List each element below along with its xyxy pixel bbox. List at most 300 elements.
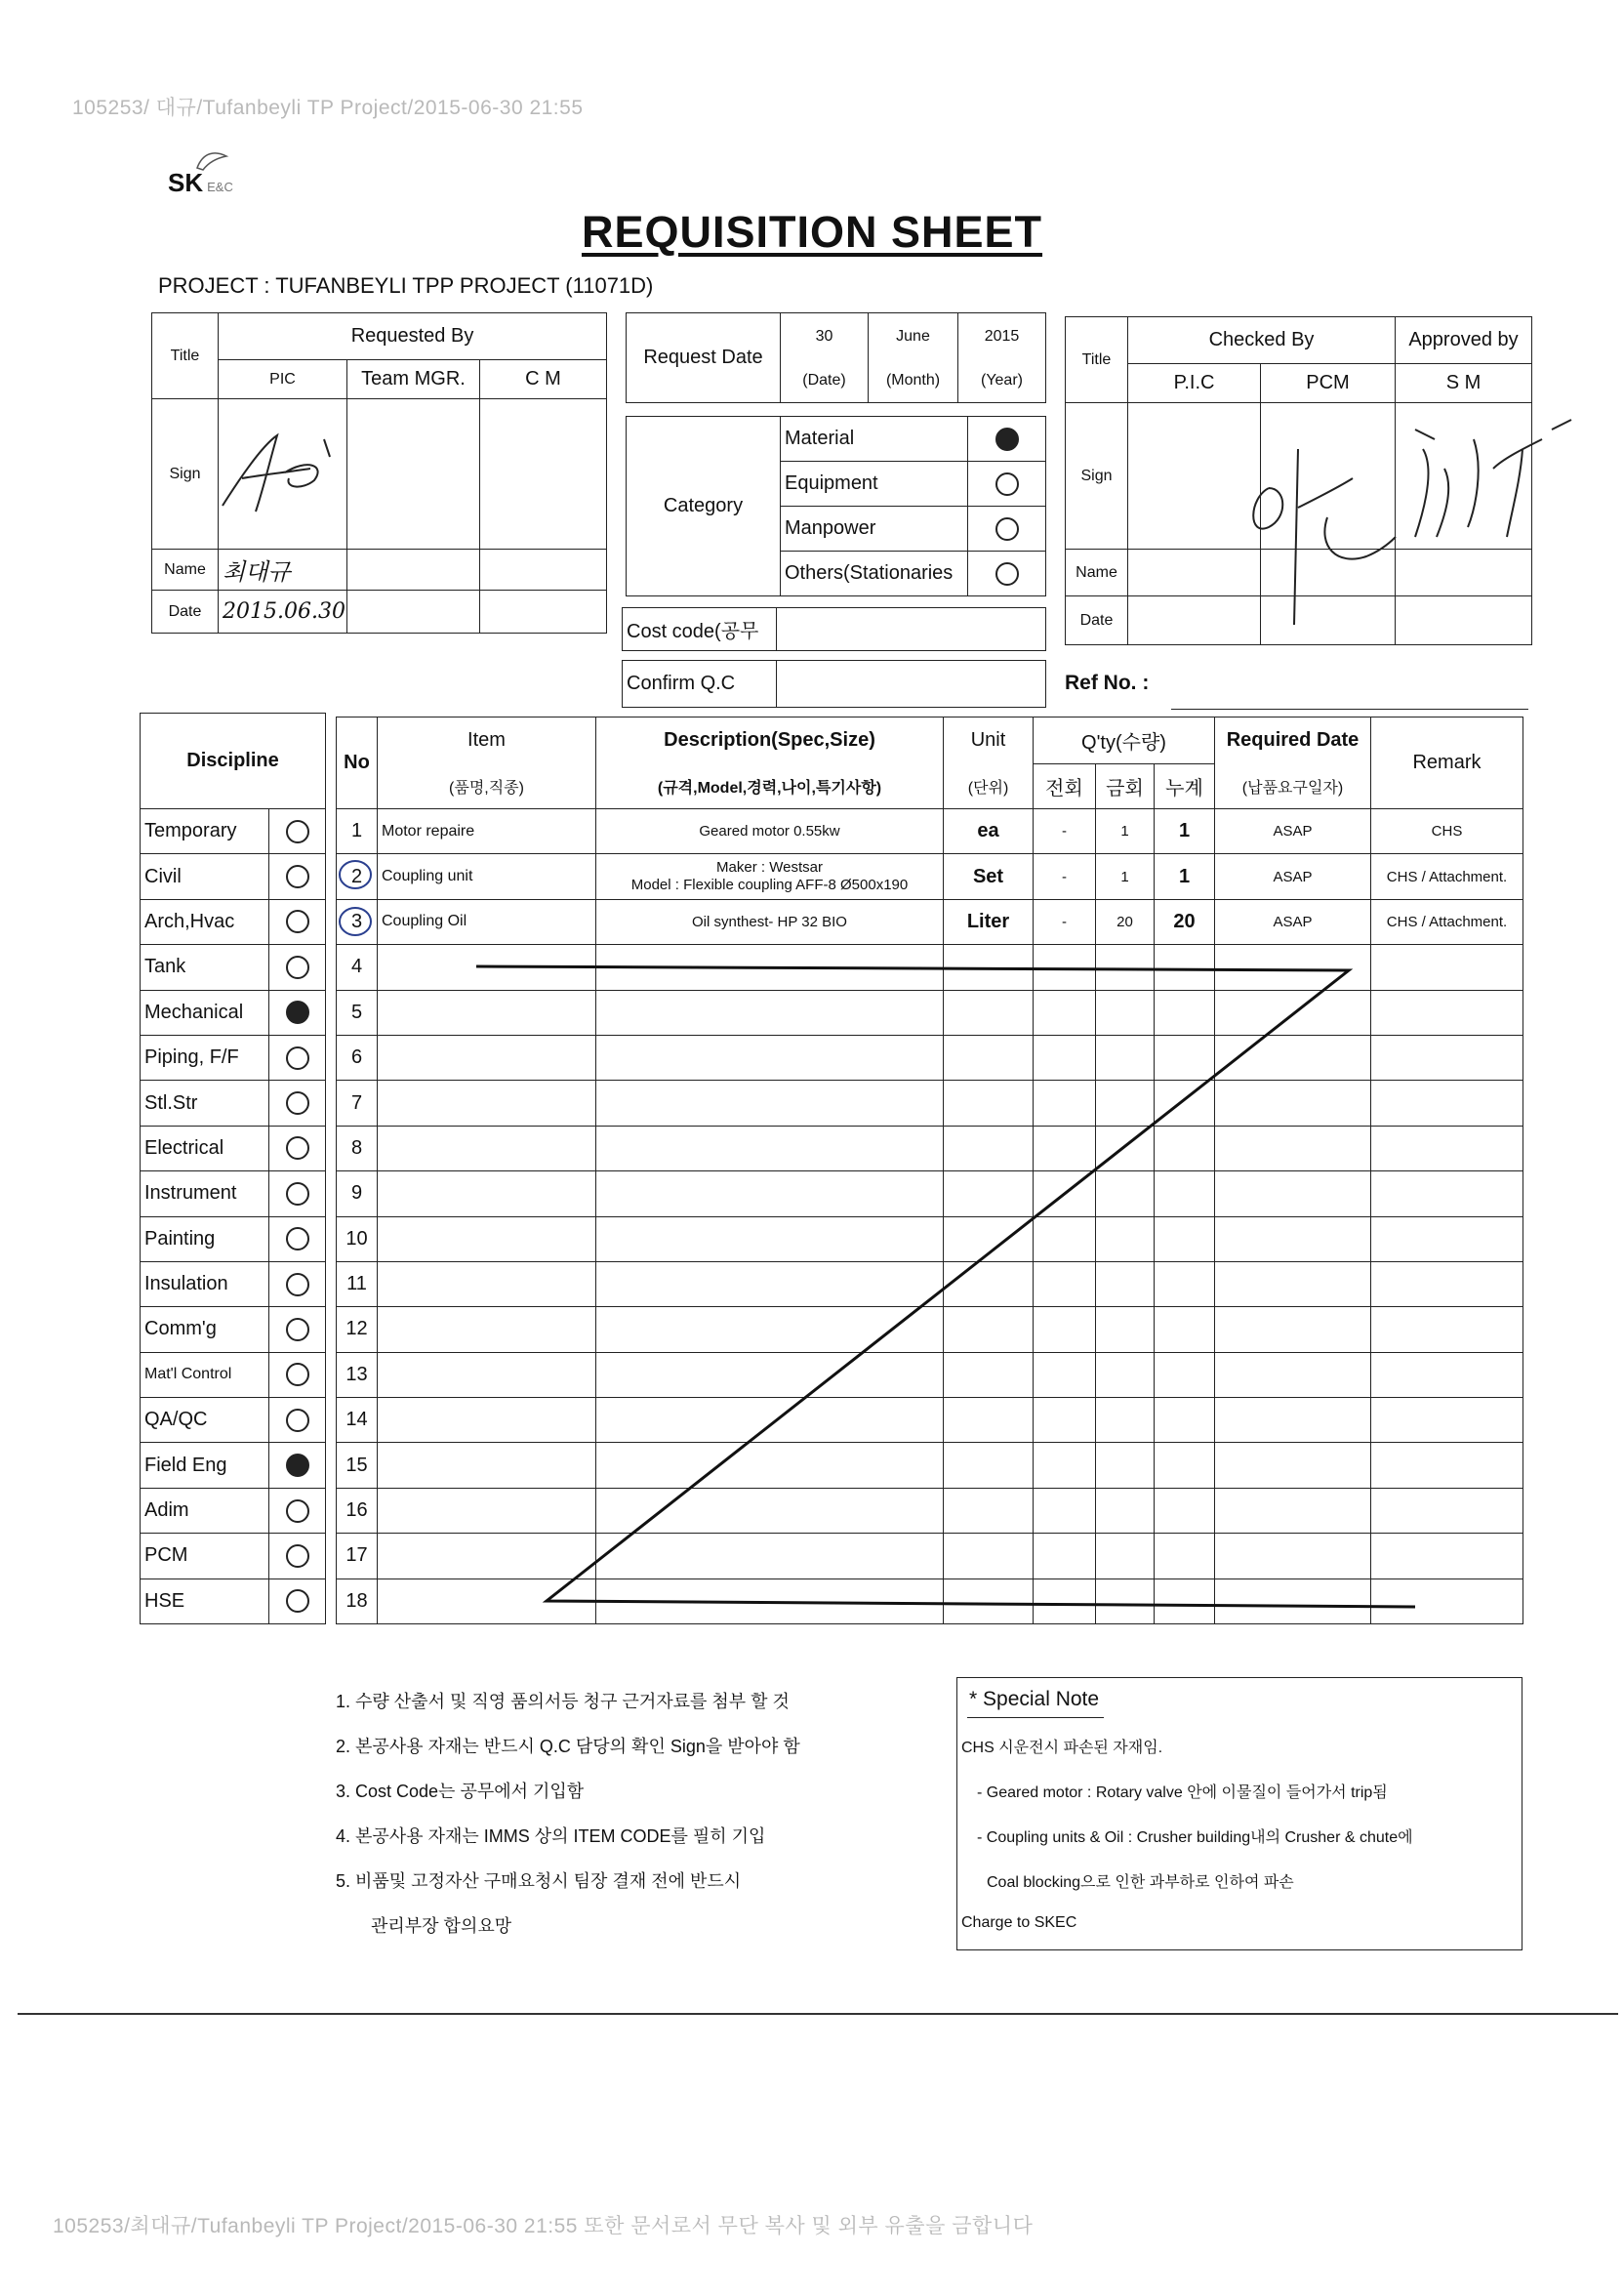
row-qty-this bbox=[1096, 1261, 1155, 1306]
row-desc bbox=[596, 1081, 944, 1126]
row-unit bbox=[944, 1216, 1034, 1261]
radio-empty-icon bbox=[995, 472, 1019, 496]
row-required-date bbox=[1215, 1352, 1371, 1397]
category-equipment-radio[interactable] bbox=[968, 462, 1046, 507]
radio-empty-icon bbox=[286, 1046, 309, 1070]
row-qty-prev: - bbox=[1034, 809, 1096, 854]
qty-total-header: 누계 bbox=[1155, 764, 1215, 809]
row-qty-this: 1 bbox=[1096, 809, 1155, 854]
row-no: 9 bbox=[337, 1171, 378, 1216]
discipline-radio[interactable] bbox=[269, 854, 326, 899]
note-5: 5. 비품및 고정자산 구매요청시 팀장 결재 전에 반드시 bbox=[336, 1871, 742, 1891]
row-qty-prev bbox=[1034, 1443, 1096, 1488]
discipline-row bbox=[141, 1081, 326, 1126]
row-unit: Liter bbox=[944, 899, 1034, 944]
radio-empty-icon bbox=[286, 820, 309, 843]
discipline-row bbox=[141, 1488, 326, 1533]
row-qty-total bbox=[1155, 1578, 1215, 1623]
ref-no-label: Ref No. : bbox=[1065, 672, 1150, 694]
item-sub-header: (품명,직종) bbox=[378, 764, 596, 809]
discipline-radio[interactable] bbox=[269, 1578, 326, 1623]
row-desc bbox=[596, 1261, 944, 1306]
discipline-label: PCM bbox=[141, 1534, 269, 1578]
checked-sign-label: Sign bbox=[1066, 403, 1128, 550]
discipline-row bbox=[141, 854, 326, 899]
radio-empty-icon bbox=[286, 1589, 309, 1613]
row-no: 7 bbox=[337, 1081, 378, 1126]
cost-code-field[interactable] bbox=[777, 608, 1046, 651]
radio-empty-icon bbox=[286, 1227, 309, 1250]
row-qty-this bbox=[1096, 1126, 1155, 1170]
discipline-row bbox=[141, 945, 326, 990]
row-no: 10 bbox=[337, 1216, 378, 1261]
discipline-radio[interactable] bbox=[269, 1488, 326, 1533]
radio-empty-icon bbox=[286, 1499, 309, 1523]
row-required-date bbox=[1215, 990, 1371, 1035]
category-others-radio[interactable] bbox=[968, 552, 1046, 596]
handwritten-date: 2015.06.30 bbox=[219, 591, 347, 634]
radio-empty-icon bbox=[286, 1182, 309, 1206]
row-desc bbox=[596, 854, 944, 899]
row-no: 3 bbox=[337, 899, 378, 944]
row-remark bbox=[1371, 1488, 1523, 1533]
row-qty-prev bbox=[1034, 1171, 1096, 1216]
checked-name-label: Name bbox=[1066, 550, 1128, 596]
row-remark bbox=[1371, 1352, 1523, 1397]
category-manpower: Manpower bbox=[781, 507, 968, 552]
row-qty-prev bbox=[1034, 1534, 1096, 1578]
radio-filled-icon bbox=[286, 1454, 309, 1477]
row-unit bbox=[944, 990, 1034, 1035]
logo-butterfly-icon bbox=[193, 148, 232, 174]
row-qty-prev bbox=[1034, 1488, 1096, 1533]
checked-title-label: Title bbox=[1066, 317, 1128, 403]
row-qty-prev bbox=[1034, 1352, 1096, 1397]
special-note-line-2: - Geared motor : Rotary valve 안에 이물질이 들어가서 trip됨 bbox=[977, 1784, 1388, 1801]
row-no: 13 bbox=[337, 1352, 378, 1397]
desc-sub-header: (규격,Model,경력,나이,특기사항) bbox=[596, 764, 944, 809]
row-item bbox=[378, 1171, 596, 1216]
row-remark bbox=[1371, 1261, 1523, 1306]
row-item bbox=[378, 1398, 596, 1443]
radio-empty-icon bbox=[286, 1273, 309, 1296]
row-desc bbox=[596, 1534, 944, 1578]
special-note-line-5: Charge to SKEC bbox=[961, 1914, 1077, 1931]
bottom-watermark: 105253/최대규/Tufanbeyli TP Project/2015-06-30 21:55 또한 문서로서 무단 복사 및 외부 유출을 금합니다 bbox=[53, 2215, 1034, 2237]
row-qty-prev bbox=[1034, 990, 1096, 1035]
row-item bbox=[378, 1035, 596, 1080]
row-desc bbox=[596, 1307, 944, 1352]
row-unit bbox=[944, 1035, 1034, 1080]
discipline-label: Comm'g bbox=[141, 1307, 269, 1352]
row-required-date bbox=[1215, 1261, 1371, 1306]
row-required-date bbox=[1215, 945, 1371, 990]
discipline-label: Electrical bbox=[141, 1126, 269, 1170]
row-required-date bbox=[1215, 1216, 1371, 1261]
row-qty-this bbox=[1096, 1307, 1155, 1352]
row-required-date: ASAP bbox=[1215, 854, 1371, 899]
discipline-label: HSE bbox=[141, 1578, 269, 1623]
discipline-row bbox=[141, 1352, 326, 1397]
discipline-header: Discipline bbox=[141, 714, 326, 809]
discipline-radio[interactable] bbox=[269, 1307, 326, 1352]
radio-empty-icon bbox=[286, 1544, 309, 1568]
day-label: (Date) bbox=[781, 360, 869, 403]
table-row bbox=[337, 1081, 1523, 1126]
name-label: Name bbox=[152, 550, 219, 591]
row-remark bbox=[1371, 1578, 1523, 1623]
row-no: 1 bbox=[337, 809, 378, 854]
discipline-row bbox=[141, 1261, 326, 1306]
row-remark bbox=[1371, 1081, 1523, 1126]
row-no: 2 bbox=[337, 854, 378, 899]
item-header: Item bbox=[378, 718, 596, 764]
discipline-row bbox=[141, 1126, 326, 1170]
discipline-label: Tank bbox=[141, 945, 269, 990]
note-5-cont: 관리부장 합의요망 bbox=[371, 1916, 512, 1936]
request-year: 2015 bbox=[958, 313, 1046, 360]
row-qty-this bbox=[1096, 1534, 1155, 1578]
discipline-row bbox=[141, 990, 326, 1035]
discipline-label: Instrument bbox=[141, 1171, 269, 1216]
discipline-label: Piping, F/F bbox=[141, 1035, 269, 1080]
document-title: REQUISITION SHEET bbox=[581, 207, 1043, 257]
footer-divider bbox=[18, 2013, 1618, 2015]
row-qty-total bbox=[1155, 1261, 1215, 1306]
approved-by-header: Approved by bbox=[1396, 317, 1532, 364]
pcm-signature bbox=[1230, 420, 1405, 635]
row-unit bbox=[944, 945, 1034, 990]
row-unit bbox=[944, 1171, 1034, 1216]
team-mgr-sign-cell bbox=[347, 399, 480, 550]
radio-empty-icon bbox=[286, 1318, 309, 1341]
row-qty-this bbox=[1096, 1081, 1155, 1126]
discipline-row bbox=[141, 1578, 326, 1623]
no-header: No bbox=[337, 718, 378, 809]
row-qty-total bbox=[1155, 1171, 1215, 1216]
qty-header: Q'ty(수량) bbox=[1034, 718, 1215, 764]
category-label: Category bbox=[627, 417, 781, 596]
sm-signature bbox=[1405, 410, 1581, 566]
row-remark bbox=[1371, 1216, 1523, 1261]
row-no: 11 bbox=[337, 1261, 378, 1306]
row-required-date bbox=[1215, 1534, 1371, 1578]
row-qty-this bbox=[1096, 1398, 1155, 1443]
table-row bbox=[337, 1488, 1523, 1533]
discipline-radio[interactable] bbox=[269, 1398, 326, 1443]
category-material: Material bbox=[781, 417, 968, 462]
discipline-radio[interactable] bbox=[269, 1534, 326, 1578]
row-qty-this bbox=[1096, 1216, 1155, 1261]
discipline-label: Field Eng bbox=[141, 1443, 269, 1488]
row-unit bbox=[944, 1488, 1034, 1533]
cm-sign-cell bbox=[480, 399, 607, 550]
row-qty-total bbox=[1155, 1352, 1215, 1397]
row-unit bbox=[944, 1081, 1034, 1126]
row-qty-prev bbox=[1034, 1307, 1096, 1352]
table-row bbox=[337, 1126, 1523, 1170]
discipline-table bbox=[140, 713, 326, 1624]
radio-filled-icon bbox=[995, 428, 1019, 451]
row-qty-this bbox=[1096, 945, 1155, 990]
row-qty-total bbox=[1155, 1488, 1215, 1533]
row-unit bbox=[944, 1578, 1034, 1623]
row-qty-prev bbox=[1034, 1081, 1096, 1126]
qty-this-header: 금회 bbox=[1096, 764, 1155, 809]
discipline-radio[interactable] bbox=[269, 1443, 326, 1488]
notes-list bbox=[336, 1679, 800, 1948]
discipline-radio[interactable] bbox=[269, 899, 326, 944]
row-item bbox=[378, 990, 596, 1035]
logo-sub: E&C bbox=[207, 180, 233, 194]
row-remark bbox=[1371, 990, 1523, 1035]
row-item bbox=[378, 1352, 596, 1397]
desc-header: Description(Spec,Size) bbox=[596, 718, 944, 764]
pic-signature bbox=[217, 430, 344, 517]
discipline-radio[interactable] bbox=[269, 1216, 326, 1261]
row-desc: Oil synthest- HP 32 BIO bbox=[596, 899, 944, 944]
table-row bbox=[337, 945, 1523, 990]
items-table bbox=[336, 717, 1523, 1624]
checked-pic-header: P.I.C bbox=[1128, 364, 1261, 403]
row-required-date bbox=[1215, 1488, 1371, 1533]
row-qty-this bbox=[1096, 1352, 1155, 1397]
row-desc bbox=[596, 1126, 944, 1170]
discipline-label: Arch,Hvac bbox=[141, 899, 269, 944]
row-qty-prev bbox=[1034, 1578, 1096, 1623]
special-note-line-1: CHS 시운전시 파손된 자재임. bbox=[961, 1740, 1163, 1756]
row-remark: CHS bbox=[1371, 809, 1523, 854]
row-qty-prev bbox=[1034, 1398, 1096, 1443]
row-no: 4 bbox=[337, 945, 378, 990]
row-desc bbox=[596, 1035, 944, 1080]
row-item: Coupling unit bbox=[378, 854, 596, 899]
radio-empty-icon bbox=[286, 1136, 309, 1160]
discipline-radio[interactable] bbox=[269, 1171, 326, 1216]
row-qty-this bbox=[1096, 1578, 1155, 1623]
discipline-radio[interactable] bbox=[269, 990, 326, 1035]
row-item bbox=[378, 1307, 596, 1352]
radio-empty-icon bbox=[286, 956, 309, 979]
radio-empty-icon bbox=[286, 1091, 309, 1115]
row-item bbox=[378, 1534, 596, 1578]
row-unit bbox=[944, 1443, 1034, 1488]
radio-empty-icon bbox=[286, 1363, 309, 1386]
row-no: 14 bbox=[337, 1398, 378, 1443]
row-desc bbox=[596, 1171, 944, 1216]
team-mgr-header: Team MGR. bbox=[347, 360, 480, 399]
discipline-label: Adim bbox=[141, 1488, 269, 1533]
discipline-radio[interactable] bbox=[269, 945, 326, 990]
row-no: 8 bbox=[337, 1126, 378, 1170]
row-remark bbox=[1371, 1171, 1523, 1216]
row-unit bbox=[944, 1261, 1034, 1306]
handwritten-name: 최대규 bbox=[219, 550, 347, 591]
row-qty-prev bbox=[1034, 1261, 1096, 1306]
note-1: 1. 수량 산출서 및 직영 품의서등 청구 근거자료를 첨부 할 것 bbox=[336, 1692, 790, 1711]
row-required-date: ASAP bbox=[1215, 809, 1371, 854]
title-label: Title bbox=[152, 313, 219, 399]
req-date-sub-header: (납품요구일자) bbox=[1215, 764, 1371, 809]
row-qty-this: 20 bbox=[1096, 899, 1155, 944]
request-date-label: Request Date bbox=[627, 313, 781, 403]
radio-filled-icon bbox=[286, 1001, 309, 1024]
row-qty-this bbox=[1096, 1488, 1155, 1533]
row-item bbox=[378, 1126, 596, 1170]
row-unit bbox=[944, 1126, 1034, 1170]
row-no: 18 bbox=[337, 1578, 378, 1623]
row-remark: CHS / Attachment. bbox=[1371, 854, 1523, 899]
discipline-radio[interactable] bbox=[269, 1352, 326, 1397]
row-required-date: ASAP bbox=[1215, 899, 1371, 944]
row-qty-total bbox=[1155, 1398, 1215, 1443]
checked-pcm-header: PCM bbox=[1261, 364, 1396, 403]
row-qty-total bbox=[1155, 1035, 1215, 1080]
req-date-header: Required Date bbox=[1215, 718, 1371, 764]
cost-code-table bbox=[622, 607, 1046, 651]
discipline-row bbox=[141, 1171, 326, 1216]
remark-header: Remark bbox=[1371, 718, 1523, 809]
row-remark bbox=[1371, 1126, 1523, 1170]
month-label: (Month) bbox=[869, 360, 958, 403]
row-remark: CHS / Attachment. bbox=[1371, 899, 1523, 944]
confirm-qc-field[interactable] bbox=[777, 661, 1046, 708]
discipline-label: Mechanical bbox=[141, 990, 269, 1035]
row-required-date bbox=[1215, 1307, 1371, 1352]
row-item: Coupling Oil bbox=[378, 899, 596, 944]
discipline-radio[interactable] bbox=[269, 1035, 326, 1080]
project-line: PROJECT : TUFANBEYLI TPP PROJECT (11071D) bbox=[158, 273, 654, 298]
row-required-date bbox=[1215, 1081, 1371, 1126]
discipline-radio[interactable] bbox=[269, 1261, 326, 1306]
table-row bbox=[337, 1307, 1523, 1352]
row-unit bbox=[944, 1307, 1034, 1352]
row-qty-total bbox=[1155, 990, 1215, 1035]
row-no: 15 bbox=[337, 1443, 378, 1488]
cm-header: C M bbox=[480, 360, 607, 399]
discipline-label: Mat'l Control bbox=[141, 1352, 269, 1397]
discipline-label: Temporary bbox=[141, 809, 269, 854]
discipline-radio[interactable] bbox=[269, 809, 326, 854]
unit-header: Unit bbox=[944, 718, 1034, 764]
row-desc bbox=[596, 1443, 944, 1488]
row-item bbox=[378, 1443, 596, 1488]
row-required-date bbox=[1215, 1578, 1371, 1623]
row-remark bbox=[1371, 1035, 1523, 1080]
row-qty-this bbox=[1096, 1171, 1155, 1216]
row-qty-prev bbox=[1034, 945, 1096, 990]
row-qty-prev: - bbox=[1034, 899, 1096, 944]
cost-code-label: Cost code(공무 bbox=[623, 608, 777, 651]
special-note-line-3: - Coupling units & Oil : Crusher building내의 Crusher & chute에 bbox=[977, 1829, 1413, 1846]
ref-no-line bbox=[1171, 709, 1528, 710]
category-table bbox=[626, 416, 1046, 596]
top-watermark: 105253/ 대규/Tufanbeyli TP Project/2015-06-30 21:55 bbox=[72, 97, 584, 119]
special-note-line-4: Coal blocking으로 인한 과부하로 인하여 파손 bbox=[987, 1874, 1294, 1891]
row-no: 16 bbox=[337, 1488, 378, 1533]
checked-by-header: Checked By bbox=[1128, 317, 1396, 364]
note-2: 2. 본공사용 자재는 반드시 Q.C 담당의 확인 Sign을 받아야 함 bbox=[336, 1737, 800, 1756]
discipline-label: Stl.Str bbox=[141, 1081, 269, 1126]
row-desc bbox=[596, 1216, 944, 1261]
row-qty-total: 20 bbox=[1155, 899, 1215, 944]
row-qty-prev bbox=[1034, 1126, 1096, 1170]
checked-date-label: Date bbox=[1066, 596, 1128, 645]
date-label: Date bbox=[152, 591, 219, 634]
row-remark bbox=[1371, 1534, 1523, 1578]
row-remark bbox=[1371, 1398, 1523, 1443]
requested-by-header: Requested By bbox=[219, 313, 607, 360]
confirm-qc-label: Confirm Q.C bbox=[623, 661, 777, 708]
row-item bbox=[378, 1261, 596, 1306]
confirm-qc-table bbox=[622, 660, 1046, 708]
request-day: 30 bbox=[781, 313, 869, 360]
row-no: 5 bbox=[337, 990, 378, 1035]
unit-sub-header: (단위) bbox=[944, 764, 1034, 809]
row-qty-prev: - bbox=[1034, 854, 1096, 899]
row-item: Motor repaire bbox=[378, 809, 596, 854]
row-qty-this bbox=[1096, 1035, 1155, 1080]
table-row bbox=[337, 854, 1523, 899]
table-row bbox=[337, 1171, 1523, 1216]
table-row bbox=[337, 1261, 1523, 1306]
note-4: 4. 본공사용 자재는 IMMS 상의 ITEM CODE를 필히 기입 bbox=[336, 1826, 766, 1846]
discipline-label: QA/QC bbox=[141, 1398, 269, 1443]
category-material-radio[interactable] bbox=[968, 417, 1046, 462]
row-item bbox=[378, 1081, 596, 1126]
checked-sm-header: S M bbox=[1396, 364, 1532, 403]
table-row bbox=[337, 1035, 1523, 1080]
table-row bbox=[337, 1443, 1523, 1488]
row-desc bbox=[596, 1578, 944, 1623]
row-qty-this bbox=[1096, 1443, 1155, 1488]
discipline-row bbox=[141, 1443, 326, 1488]
row-no: 17 bbox=[337, 1534, 378, 1578]
row-required-date bbox=[1215, 1443, 1371, 1488]
year-label: (Year) bbox=[958, 360, 1046, 403]
radio-empty-icon bbox=[995, 517, 1019, 541]
qty-prev-header: 전회 bbox=[1034, 764, 1096, 809]
table-row bbox=[337, 809, 1523, 854]
table-row bbox=[337, 1578, 1523, 1623]
row-unit: Set bbox=[944, 854, 1034, 899]
sign-label: Sign bbox=[152, 399, 219, 550]
table-row bbox=[337, 1398, 1523, 1443]
row-desc: Geared motor 0.55kw bbox=[596, 809, 944, 854]
row-qty-total bbox=[1155, 1443, 1215, 1488]
row-desc-line-1: Maker : Westsar bbox=[716, 859, 823, 877]
row-required-date bbox=[1215, 1171, 1371, 1216]
table-row bbox=[337, 1352, 1523, 1397]
row-qty-total bbox=[1155, 1126, 1215, 1170]
discipline-row bbox=[141, 809, 326, 854]
row-qty-this bbox=[1096, 990, 1155, 1035]
discipline-radio[interactable] bbox=[269, 1126, 326, 1170]
category-others: Others(Stationaries bbox=[781, 552, 968, 596]
row-desc-line-2: Model : Flexible coupling AFF-8 Ø500x190 bbox=[630, 877, 909, 894]
row-remark bbox=[1371, 1307, 1523, 1352]
row-desc bbox=[596, 1488, 944, 1533]
row-item bbox=[378, 1488, 596, 1533]
category-manpower-radio[interactable] bbox=[968, 507, 1046, 552]
row-item bbox=[378, 945, 596, 990]
row-no: 12 bbox=[337, 1307, 378, 1352]
discipline-row bbox=[141, 1398, 326, 1443]
row-qty-total bbox=[1155, 1081, 1215, 1126]
row-required-date bbox=[1215, 1035, 1371, 1080]
table-row bbox=[337, 1216, 1523, 1261]
discipline-radio[interactable] bbox=[269, 1081, 326, 1126]
